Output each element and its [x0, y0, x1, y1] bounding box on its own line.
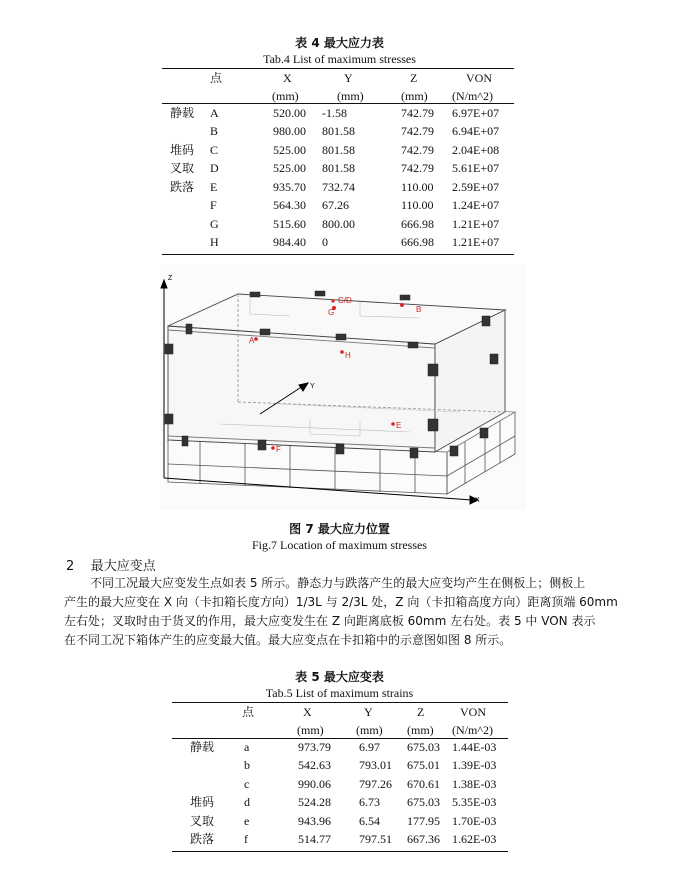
table4-units-row: [162, 88, 514, 104]
value-cell: -1.58: [322, 105, 347, 120]
table4-header-rule: [162, 103, 514, 104]
value-cell: 742.79: [401, 142, 434, 157]
table4-unit-cell: (mm): [401, 88, 428, 103]
table4-title-cn: 表 4 最大应力表: [295, 36, 384, 50]
condition-cell: [162, 215, 207, 234]
figure7-caption-en: Fig.7 Location of maximum stresses: [252, 538, 427, 552]
point-cell: a: [244, 739, 250, 754]
table-row: [172, 738, 508, 757]
point-g-label: G: [328, 308, 335, 317]
value-cell: 2.59E+07: [452, 179, 500, 194]
table4-unit-cell: [207, 88, 237, 104]
value-cell: 6.94E+07: [452, 124, 500, 138]
table4-header-cell: Y: [344, 71, 353, 85]
condition-cell: [162, 233, 207, 252]
table5-unit-cell: (mm): [407, 722, 434, 737]
value-cell: 1.44E-03: [452, 739, 497, 754]
value-cell: 1.70E-03: [452, 813, 497, 828]
value-cell: 6.97E+07: [452, 105, 500, 120]
condition-cell: 堆码: [170, 142, 195, 157]
value-cell: 793.01: [359, 758, 392, 772]
table5-unit-cell: [172, 722, 232, 738]
value-cell: 732.74: [322, 179, 355, 194]
table5-header-cell: Z: [417, 705, 425, 719]
value-cell: 5.35E-03: [452, 795, 497, 809]
table-row: [162, 178, 514, 197]
axis-y-label: Y: [310, 383, 315, 390]
table5-header-rule: [172, 738, 508, 739]
condition-cell: 静载: [190, 739, 215, 754]
value-cell: 542.63: [298, 758, 331, 772]
table-row: [162, 122, 514, 141]
table5-unit-cell: (N/m^2): [452, 722, 493, 737]
value-cell: 0: [322, 235, 328, 249]
value-cell: 514.77: [298, 832, 331, 846]
table5-units-row: [172, 722, 508, 738]
condition-cell: 静载: [170, 105, 195, 120]
value-cell: 984.40: [273, 235, 306, 249]
point-cell: e: [244, 813, 250, 828]
point-cell: d: [244, 795, 250, 809]
table-row: [172, 793, 508, 812]
value-cell: 67.26: [322, 198, 349, 212]
table5-header-cell: Y: [364, 705, 373, 719]
table4-title-en: Tab.4 List of maximum stresses: [263, 52, 416, 66]
value-cell: 515.60: [273, 216, 306, 231]
point-cell: B: [210, 124, 219, 138]
value-cell: 6.97: [359, 739, 380, 754]
value-cell: 5.61E+07: [452, 161, 500, 175]
condition-cell: 叉取: [190, 813, 215, 828]
table5-header-cell: [172, 703, 232, 722]
value-cell: 980.00: [273, 124, 306, 138]
body-paragraph-line: 不同工况最大应变发生点如表 5 所示。静态力与跌落产生的最大应变均产生在侧板上；侧板上: [90, 576, 586, 590]
value-cell: 990.06: [298, 776, 331, 791]
table4-header-cell: Z: [410, 71, 418, 85]
point-b-label: B: [416, 305, 422, 314]
axis-x-label: X: [475, 497, 480, 504]
value-cell: 797.51: [359, 832, 392, 846]
value-cell: 6.54: [359, 813, 380, 828]
condition-cell: [172, 775, 232, 794]
value-cell: 675.03: [407, 795, 440, 809]
value-cell: 520.00: [273, 105, 306, 120]
value-cell: 675.03: [407, 739, 440, 754]
value-cell: 801.58: [322, 142, 355, 157]
value-cell: 667.36: [407, 832, 440, 846]
condition-cell: 跌落: [190, 832, 215, 846]
table-row: [172, 812, 508, 831]
body-paragraph-line: 产生的最大应变在 X 向（卡扣箱长度方向）1/3L 与 2/3L 处，Z 向（卡扣箱高度方向）距离顶端 60mm: [64, 595, 618, 609]
point-cd-label: C/D: [338, 296, 352, 305]
table5-unit-cell: [232, 722, 286, 738]
value-cell: 973.79: [298, 739, 331, 754]
body-paragraph-line: 左右处；叉取时由于货叉的作用，最大应变发生在 Z 向距离底板 60mm 左右处。表 5 中 VON 表示: [64, 614, 596, 628]
point-h-label: H: [345, 351, 351, 360]
point-cell: H: [210, 235, 219, 249]
condition-cell: 堆码: [190, 795, 215, 809]
table4-header-row: [162, 69, 514, 88]
axis-z-label: Z: [168, 275, 173, 282]
table5-header-row: [172, 703, 508, 722]
point-cell: A: [210, 105, 219, 120]
point-cell: E: [210, 179, 218, 194]
value-cell: 943.96: [298, 813, 331, 828]
point-a-label: A: [249, 336, 255, 345]
value-cell: 525.00: [273, 142, 306, 157]
table-row: [172, 756, 508, 775]
value-cell: 524.28: [298, 795, 331, 809]
condition-cell: [162, 196, 207, 215]
table-row: [162, 215, 514, 234]
table-row: [162, 104, 514, 123]
value-cell: 801.58: [322, 124, 355, 138]
table4-header-cell: X: [283, 71, 292, 85]
table4: [162, 69, 514, 252]
value-cell: 666.98: [401, 235, 434, 249]
value-cell: 1.38E-03: [452, 776, 497, 791]
value-cell: 670.61: [407, 776, 440, 791]
point-cell: D: [210, 161, 219, 175]
table4-header-cell: VON: [466, 71, 492, 85]
table5-unit-cell: (mm): [356, 722, 383, 737]
value-cell: 1.21E+07: [452, 235, 500, 249]
table5-header-cell: VON: [460, 705, 486, 719]
value-cell: 742.79: [401, 124, 434, 138]
value-cell: 1.39E-03: [452, 758, 497, 772]
condition-cell: 叉取: [170, 161, 195, 175]
condition-cell: [172, 756, 232, 775]
figure7-box-model: [160, 264, 526, 510]
value-cell: 6.73: [359, 795, 380, 809]
value-cell: 675.01: [407, 758, 440, 772]
value-cell: 797.26: [359, 776, 392, 791]
table-row: [172, 830, 508, 849]
table4-unit-cell: (N/m^2): [452, 88, 493, 103]
body-paragraph-line: 在不同工况下箱体产生的应变最大值。最大应变点在卡扣箱中的示意图如图 8 所示。: [64, 633, 512, 647]
point-f-label: F: [276, 445, 281, 454]
table-row: [162, 159, 514, 178]
value-cell: 177.95: [407, 813, 440, 828]
table5-unit-cell: (mm): [297, 722, 324, 737]
point-cell: C: [210, 142, 219, 157]
value-cell: 935.70: [273, 179, 306, 194]
point-cell: b: [244, 758, 250, 772]
point-cell: F: [210, 198, 217, 212]
value-cell: 1.21E+07: [452, 216, 500, 231]
value-cell: 2.04E+08: [452, 142, 500, 157]
point-cell: G: [210, 216, 219, 231]
table-row: [162, 141, 514, 160]
table5-title-en: Tab.5 List of maximum strains: [265, 686, 414, 700]
table5-bottom-rule: [172, 851, 508, 852]
value-cell: 525.00: [273, 161, 306, 175]
value-cell: 110.00: [401, 198, 434, 212]
value-cell: 1.24E+07: [452, 198, 500, 212]
value-cell: 742.79: [401, 161, 434, 175]
value-cell: 110.00: [401, 179, 434, 194]
table-row: [162, 196, 514, 215]
point-cell: c: [244, 776, 250, 791]
table5-header-cell: X: [303, 705, 312, 719]
table4-unit-cell: [162, 88, 207, 104]
section-heading: 2 最大应变点: [66, 559, 156, 574]
value-cell: 800.00: [322, 216, 355, 231]
value-cell: 801.58: [322, 161, 355, 175]
table5-header-cell: 点: [242, 705, 255, 719]
condition-cell: [162, 122, 207, 141]
table4-header-cell: 点: [210, 71, 223, 85]
condition-cell: 跌落: [170, 179, 195, 194]
table-row: [162, 233, 514, 252]
table4-bottom-rule: [162, 254, 514, 255]
point-cell: f: [244, 832, 248, 846]
value-cell: 666.98: [401, 216, 434, 231]
table5: [172, 703, 508, 849]
figure7-caption-cn: 图 7 最大应力位置: [289, 522, 390, 536]
table4-unit-cell: (mm): [337, 88, 364, 103]
table-row: [172, 775, 508, 794]
value-cell: 742.79: [401, 105, 434, 120]
point-e-label: E: [396, 421, 402, 430]
figure7-drawing: [160, 264, 526, 510]
value-cell: 1.62E-03: [452, 832, 497, 846]
table4-unit-cell: (mm): [272, 88, 299, 103]
table5-title-cn: 表 5 最大应变表: [295, 670, 384, 684]
table4-header-cell: [162, 69, 207, 88]
value-cell: 564.30: [273, 198, 306, 212]
